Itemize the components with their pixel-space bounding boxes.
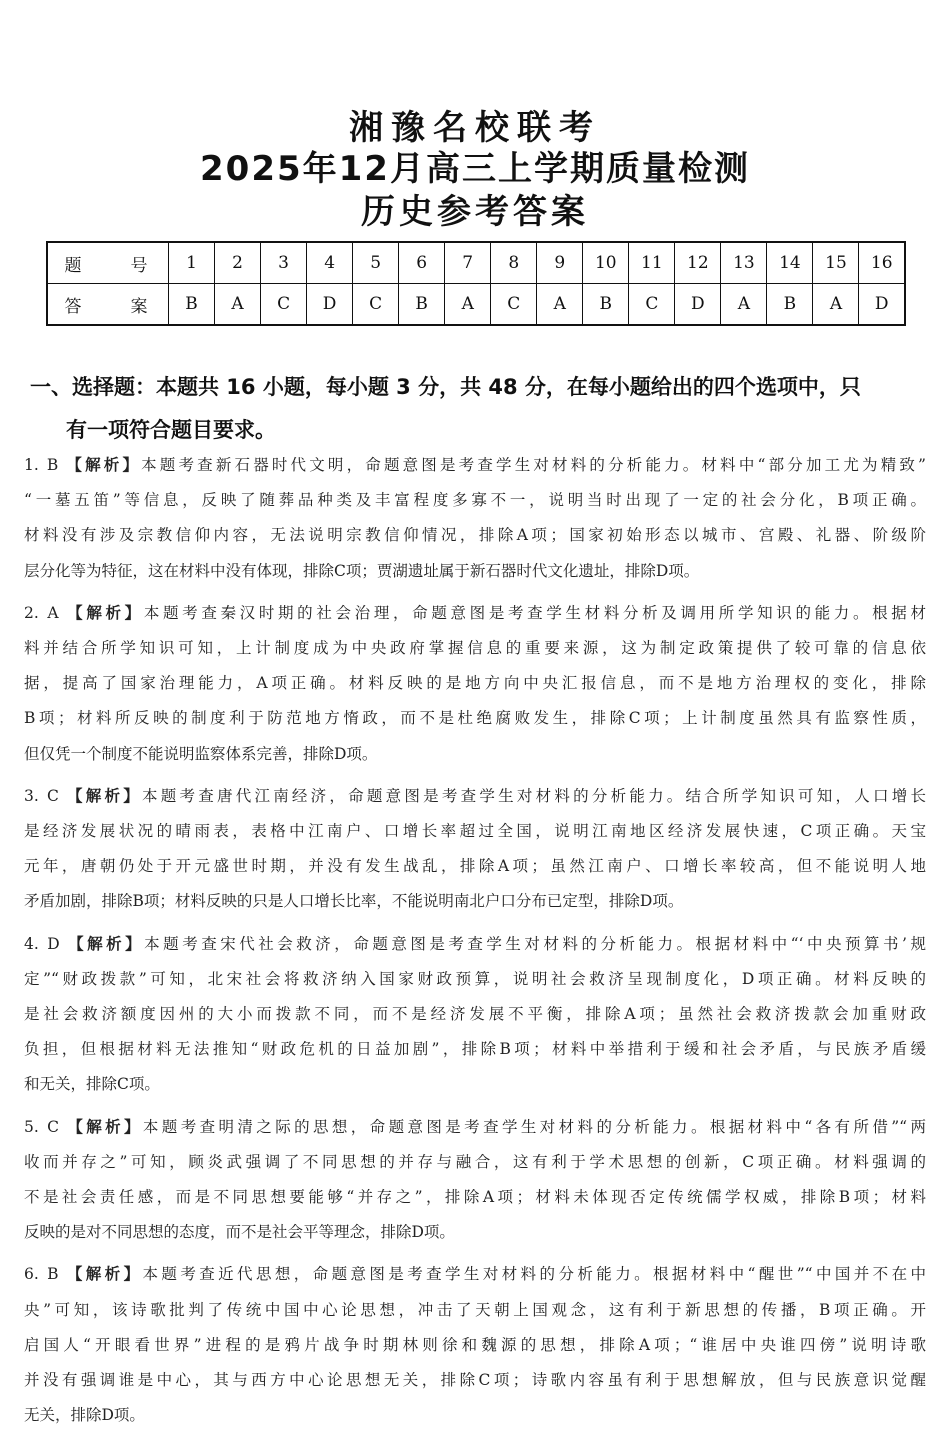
answer-cell: A <box>721 284 767 326</box>
question-number: 10 <box>583 242 629 284</box>
section-heading <box>30 366 925 452</box>
exam-title: 湘豫名校联考 <box>349 108 601 148</box>
answer-table <box>46 241 906 326</box>
answer-cell: D <box>859 284 905 326</box>
explanation-line: 负担，但根据材料无法推知“财政危机的日益加剧”，排除B项；材料中举措利于缓和社会矛盾，与民族矛盾缓 <box>24 1040 926 1059</box>
explanation-line: 启国人“开眼看世界”进程的是鸦片战争时期林则徐和魏源的思想，排除A项；“谁居中央谁四傍”说明诗歌 <box>24 1335 926 1354</box>
question-number-header: 题 号 <box>47 242 169 284</box>
question-number: 5 <box>353 242 399 284</box>
question-number: 13 <box>721 242 767 284</box>
explanation-line: 本题考查明清之际的思想，命题意图是考查学生对材料的分析能力。根据材料中“各有所借”“两 <box>142 1117 926 1136</box>
explanation-line: 并没有强调谁是中心，其与西方中心论思想无关，排除C项；诗歌内容虽有利于思想解放，但与民族意识觉醒 <box>24 1371 926 1390</box>
explanation-line: 央”可知，该诗歌批判了传统中国中心论思想，冲击了天朝上国观念，这有利于新思想的传播，B项正确。开 <box>24 1300 926 1319</box>
section-heading-line: 有一项符合题目要求。 <box>66 418 276 442</box>
explanation-item <box>24 1257 926 1425</box>
answer-cell: B <box>583 284 629 326</box>
analysis-tag: 【解析】 <box>66 456 142 474</box>
explanation-line: 矛盾加剧，排除B项；材料反映的只是人口增长比率，不能说明南北户口分布已定型，排除D项。 <box>24 892 684 911</box>
section-heading-line: 一、选择题：本题共 16 小题，每小题 3 分，共 48 分，在每小题给出的四个选项中，只 <box>30 375 861 399</box>
question-number: 6 <box>399 242 445 284</box>
question-number: 3 <box>261 242 307 284</box>
question-number: 4 <box>307 242 353 284</box>
answer-cell: D <box>307 284 353 326</box>
explanation-line: 但仅凭一个制度不能说明监察体系完善，排除D项。 <box>24 744 378 763</box>
question-number: 16 <box>859 242 905 284</box>
question-number: 8 <box>491 242 537 284</box>
item-number: 2. A <box>24 603 59 622</box>
question-number: 12 <box>675 242 721 284</box>
answer-header: 答 案 <box>47 284 169 326</box>
explanation-line: 料并结合所学知识可知，上计制度成为中央政府掌握信息的重要来源，这为制定政策提供了较可靠的信息依 <box>24 639 926 658</box>
explanation-line: 收而并存之”可知，顾炎武强调了不同思想的并存与融合，这有利于学术思想的创新，C项正确。材料强调的 <box>24 1152 926 1171</box>
question-number: 15 <box>813 242 859 284</box>
answer-cell: B <box>767 284 813 326</box>
item-number: 6. B <box>24 1265 59 1284</box>
answer-cell: D <box>675 284 721 326</box>
explanation-line: 本题考查近代思想，命题意图是考查学生对材料的分析能力。根据材料中“醒世”“中国并不在中 <box>142 1265 926 1284</box>
explanation-line: 本题考查新石器时代文明，命题意图是考查学生对材料的分析能力。材料中“部分加工尤为精致” <box>141 456 926 474</box>
explanation-line: 材料没有涉及宗教信仰内容，无法说明宗教信仰情况，排除A项；国家初始形态以城市、宫殿、礼器、阶级阶 <box>24 526 926 545</box>
answer-cell: A <box>813 284 859 326</box>
exam-subtitle: 2025年12月高三上学期质量检测 <box>200 149 750 189</box>
item-number: 1. B <box>24 456 59 474</box>
explanation-line: 是社会救济额度因州的大小而拨款不同，而不是经济发展不平衡，排除A项；虽然社会救济拨款会加重财政 <box>24 1005 926 1024</box>
explanation-item <box>24 596 926 772</box>
explanation-line: 和无关，排除C项。 <box>24 1075 160 1094</box>
question-number: 7 <box>445 242 491 284</box>
explanation-line: 据，提高了国家治理能力，A项正确。材料反映的是地方向中央汇报信息，而不是地方治理权的变化，排除 <box>24 674 926 693</box>
answer-cell: A <box>445 284 491 326</box>
analysis-tag: 【解析】 <box>67 603 144 622</box>
explanation-line: “一墓五笛”等信息，反映了随葬品种类及丰富程度多寡不一，说明当时出现了一定的社会分化，B项正确。 <box>24 491 926 510</box>
answer-cell: A <box>537 284 583 326</box>
question-number: 1 <box>169 242 215 284</box>
answer-cell: C <box>353 284 399 326</box>
explanation-line: 本题考查唐代江南经济，命题意图是考查学生对材料的分析能力。结合所学知识可知，人口增长 <box>141 786 926 805</box>
explanation-item <box>24 927 926 1103</box>
explanation-line: 元年，唐朝仍处于开元盛世时期，并没有发生战乱，排除A项；虽然江南户、口增长率较高，但不能说明人地 <box>24 857 926 876</box>
explanation-line: 无关，排除D项。 <box>24 1406 145 1425</box>
explanation-line: 本题考查宋代社会救济，命题意图是考查学生对材料的分析能力。根据材料中“‘中央预算书’规 <box>144 934 926 953</box>
explanation-line: 定”“财政拨款”可知，北宋社会将救济纳入国家财政预算，说明社会救济呈现制度化，D项正确。材料反映的 <box>24 969 926 988</box>
question-number: 14 <box>767 242 813 284</box>
answer-cell: B <box>399 284 445 326</box>
explanation-line: 是经济发展状况的晴雨表，表格中江南户、口增长率超过全国，说明江南地区经济发展快速，C项正确。天宝 <box>24 822 926 841</box>
answer-cell: C <box>261 284 307 326</box>
explanation-line: 层分化等为特征，这在材料中没有体现，排除C项；贾湖遗址属于新石器时代文化遗址，排除D项。 <box>24 561 700 580</box>
question-number-row <box>47 242 905 284</box>
answer-cell: B <box>169 284 215 326</box>
answer-row <box>47 284 905 326</box>
item-number: 5. C <box>24 1117 59 1136</box>
explanation-list <box>24 448 926 1425</box>
analysis-tag: 【解析】 <box>68 934 145 953</box>
question-number: 11 <box>629 242 675 284</box>
answer-cell: C <box>629 284 675 326</box>
explanation-line: 本题考查秦汉时期的社会治理，命题意图是考查学生材料分析及调用所学知识的能力。根据材 <box>143 603 926 622</box>
cut-off-line-wrapper <box>24 1398 926 1425</box>
explanation-item <box>24 1110 926 1251</box>
answer-cell: A <box>215 284 261 326</box>
explanation-item <box>24 779 926 920</box>
analysis-tag: 【解析】 <box>67 1117 143 1136</box>
analysis-tag: 【解析】 <box>66 1265 143 1284</box>
explanation-item <box>24 448 926 589</box>
explanation-line: 不是社会责任感，而是不同思想要能够“并存之”，排除A项；材料未体现否定传统儒学权威，排除B项；材料 <box>24 1188 926 1207</box>
question-number: 2 <box>215 242 261 284</box>
answer-cell: C <box>491 284 537 326</box>
answer-key-title: 历史参考答案 <box>361 192 589 232</box>
item-number: 3. C <box>24 786 59 805</box>
item-number: 4. D <box>24 934 60 953</box>
explanation-line: B项；材料所反映的制度利于防范地方惰政，而不是杜绝腐败发生，排除C项；上计制度虽然具有监察性质， <box>24 709 926 728</box>
question-number: 9 <box>537 242 583 284</box>
analysis-tag: 【解析】 <box>67 786 142 805</box>
explanation-line: 反映的是对不同思想的态度，而不是社会平等理念，排除D项。 <box>24 1223 455 1242</box>
